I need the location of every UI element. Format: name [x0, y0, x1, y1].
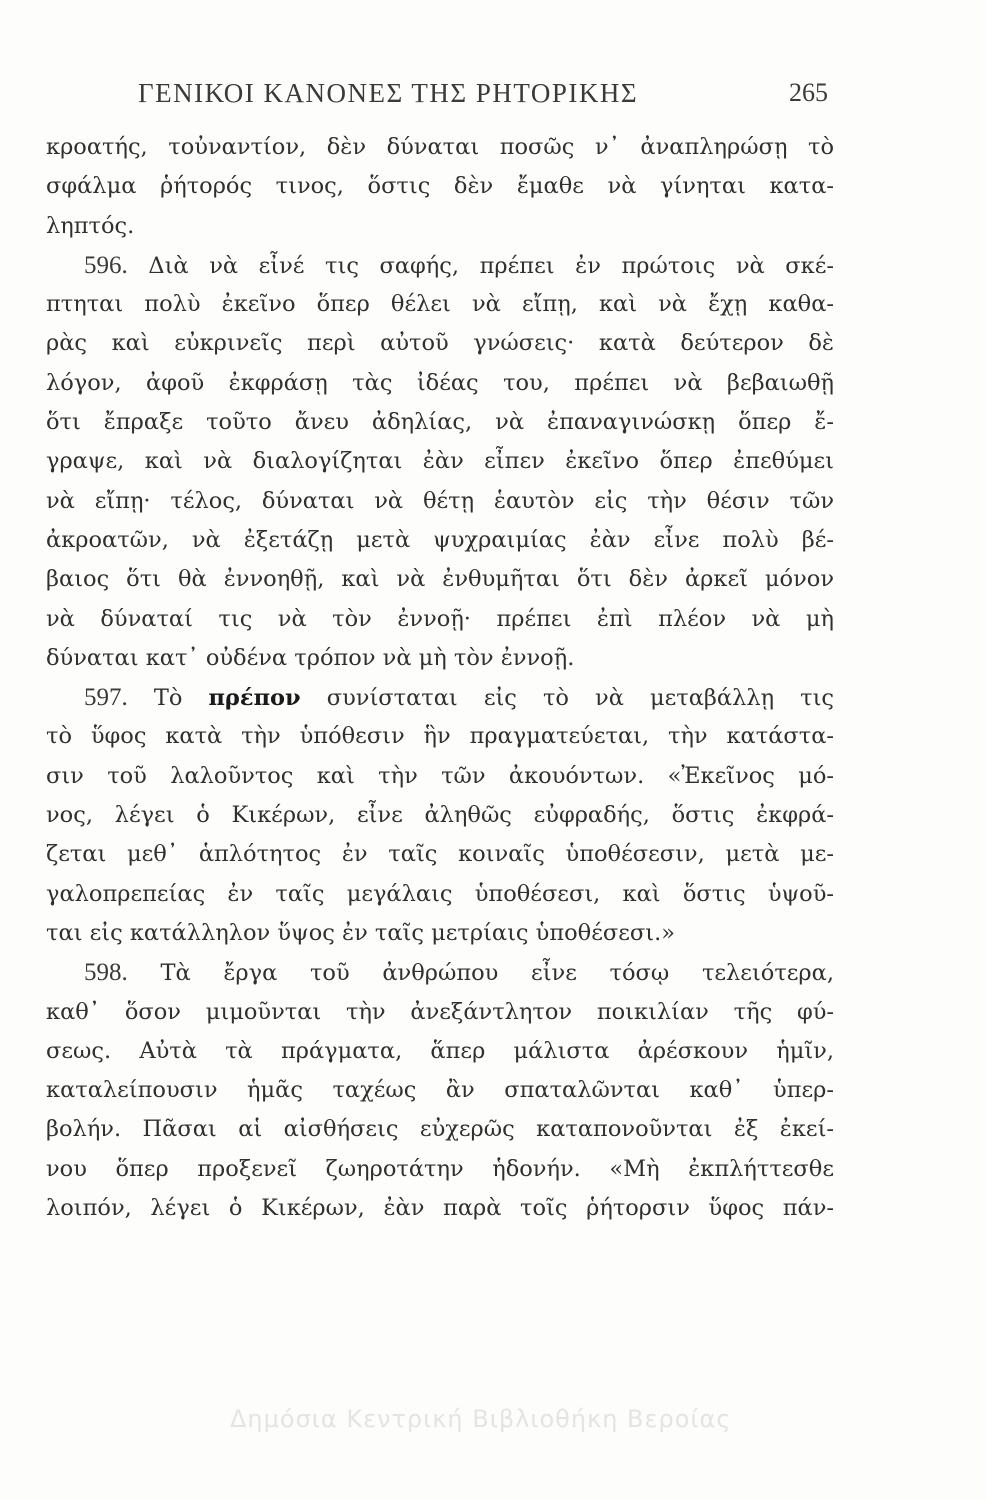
- running-header: [138, 78, 828, 118]
- text-line: [46, 639, 834, 678]
- text-line: [46, 521, 834, 560]
- line-text: Διὰ νὰ εἶνέ τις σαφής, πρέπει ἐν πρώτοις νὰ σκέ-: [148, 252, 834, 279]
- line-text: Τὰ ἔργα τοῦ ἀνθρώπου εἶνε τόσῳ τελειότερα,: [160, 960, 834, 987]
- text-line: [46, 324, 834, 363]
- text-line: [46, 1032, 834, 1071]
- line-text: πτηται πολὺ ἐκεῖνο ὅπερ θέλει νὰ εἴπῃ, καὶ νὰ ἔχῃ καθα-: [46, 291, 834, 318]
- paragraph-start-596: [46, 246, 834, 285]
- line-text: συνίσταται εἰς τὸ νὰ μεταβάλλῃ τις: [326, 685, 834, 712]
- text-line: [46, 560, 834, 599]
- line-text: γαλοπρεπείας ἐν ταῖς μεγάλαις ὑποθέσεσι, καὶ ὅστις ὑψοῦ-: [46, 880, 834, 907]
- line-text: ται εἰς κατάλληλον ὕψος ἐν ταῖς μετρίαις ὑποθέσεσι.»: [46, 919, 676, 946]
- text-line: [46, 1150, 834, 1189]
- section-number: 597.: [84, 684, 128, 712]
- text-line: [46, 442, 834, 481]
- text-line: [46, 1071, 834, 1110]
- line-text: τὸ ὕφος κατὰ τὴν ὑπόθεσιν ἣν πραγματεύεται, τὴν κατάστα-: [46, 723, 834, 750]
- running-title: ΓΕΝΙΚΟΙ ΚΑΝΟΝΕΣ ΤΗΣ ΡΗΤΟΡΙΚΗΣ: [138, 78, 639, 108]
- line-text: νος, λέγει ὁ Κικέρων, εἶνε ἀληθῶς εὐφραδής, ὅστις ἐκφρά-: [46, 802, 834, 829]
- text-line: [46, 600, 834, 639]
- text-line: [46, 482, 834, 521]
- text-line: [46, 364, 834, 403]
- text-line: [46, 757, 834, 796]
- text-line: [46, 1110, 834, 1149]
- text-line: [46, 717, 834, 756]
- line-text: ὅτι ἔπραξε τοῦτο ἄνευ ἀδηλίας, νὰ ἐπαναγινώσκῃ ὅπερ ἔ-: [46, 409, 834, 436]
- bold-term: πρέπον: [208, 685, 301, 712]
- line-prefix: Τὸ: [153, 685, 183, 712]
- paragraph-start-597: [46, 678, 834, 717]
- text-line: [46, 285, 834, 324]
- text-line: [46, 914, 834, 953]
- section-number: 598.: [84, 959, 128, 987]
- library-watermark: Δημόσια Κεντρική Βιβλιοθήκη Βεροίας: [230, 1405, 732, 1433]
- page-number: 265: [789, 78, 828, 107]
- line-text: νὰ εἴπῃ· τέλος, δύναται νὰ θέτῃ ἑαυτὸν εἰς τὴν θέσιν τῶν: [46, 487, 834, 514]
- line-text: καθ᾽ ὅσον μιμοῦνται τὴν ἀνεξάντλητον ποικιλίαν τῆς φύ-: [46, 998, 834, 1025]
- line-text: ρὰς καὶ εὐκρινεῖς περὶ αὐτοῦ γνώσεις· κατὰ δεύτερον δὲ: [46, 330, 834, 357]
- text-line: [46, 875, 834, 914]
- text-line: [46, 835, 834, 874]
- line-text: βαιος ὅτι θὰ ἐννοηθῇ, καὶ νὰ ἐνθυμῆται ὅτι δὲν ἀρκεῖ μόνον: [46, 566, 834, 593]
- text-line: [46, 207, 834, 246]
- line-text: καταλείπουσιν ἡμᾶς ταχέως ἂν σπαταλῶνται καθ᾽ ὑπερ-: [46, 1077, 834, 1104]
- line-text: λόγον, ἀφοῦ ἐκφράσῃ τὰς ἰδέας του, πρέπει νὰ βεβαιωθῇ: [46, 369, 834, 396]
- line-text: ζεται μεθ᾽ ἁπλότητος ἐν ταῖς κοιναῖς ὑποθέσεσιν, μετὰ με-: [46, 841, 834, 868]
- text-line: [46, 993, 834, 1032]
- line-text: σιν τοῦ λαλοῦντος καὶ τὴν τῶν ἀκουόντων. «Ἐκεῖνος μό-: [46, 762, 834, 789]
- section-number: 596.: [84, 251, 128, 279]
- text-line: [46, 1189, 834, 1228]
- text-line: [46, 167, 834, 206]
- text-line: [46, 128, 834, 167]
- line-text: λοιπόν, λέγει ὁ Κικέρων, ἐὰν παρὰ τοῖς ῥήτορσιν ὕφος πάν-: [46, 1195, 834, 1222]
- text-line: [46, 796, 834, 835]
- line-text: σεως. Αὐτὰ τὰ πράγματα, ἅπερ μάλιστα ἀρέσκουν ἡμῖν,: [46, 1037, 834, 1064]
- text-line: [46, 403, 834, 442]
- paragraph-start-598: [46, 953, 834, 992]
- line-text: σφάλμα ῥήτορός τινος, ὅστις δὲν ἔμαθε νὰ γίνηται κατα-: [46, 173, 834, 200]
- line-text: νου ὅπερ προξενεῖ ζωηροτάτην ἡδονήν. «Μὴ ἐκπλήττεσθε: [46, 1155, 834, 1182]
- line-text: βολήν. Πᾶσαι αἱ αἰσθήσεις εὐχερῶς καταπονοῦνται ἐξ ἐκεί-: [46, 1116, 834, 1143]
- line-text: δύναται κατ᾽ οὐδένα τρόπον νὰ μὴ τὸν ἐννοῇ.: [46, 644, 575, 671]
- line-text: γραψε, καὶ νὰ διαλογίζηται ἐὰν εἶπεν ἐκεῖνο ὅπερ ἐπεθύμει: [46, 448, 834, 475]
- body-text: [46, 128, 834, 1228]
- line-text: κροατής, τοὐναντίον, δὲν δύναται ποσῶς ν᾽ ἀναπληρώσῃ τὸ: [46, 134, 834, 160]
- line-text: νὰ δύναταί τις νὰ τὸν ἐννοῇ· πρέπει ἐπὶ πλέον νὰ μὴ: [46, 605, 834, 632]
- line-text: ληπτός.: [46, 212, 135, 239]
- line-text: ἀκροατῶν, νὰ ἐξετάζῃ μετὰ ψυχραιμίας ἐὰν εἶνε πολὺ βέ-: [46, 526, 834, 553]
